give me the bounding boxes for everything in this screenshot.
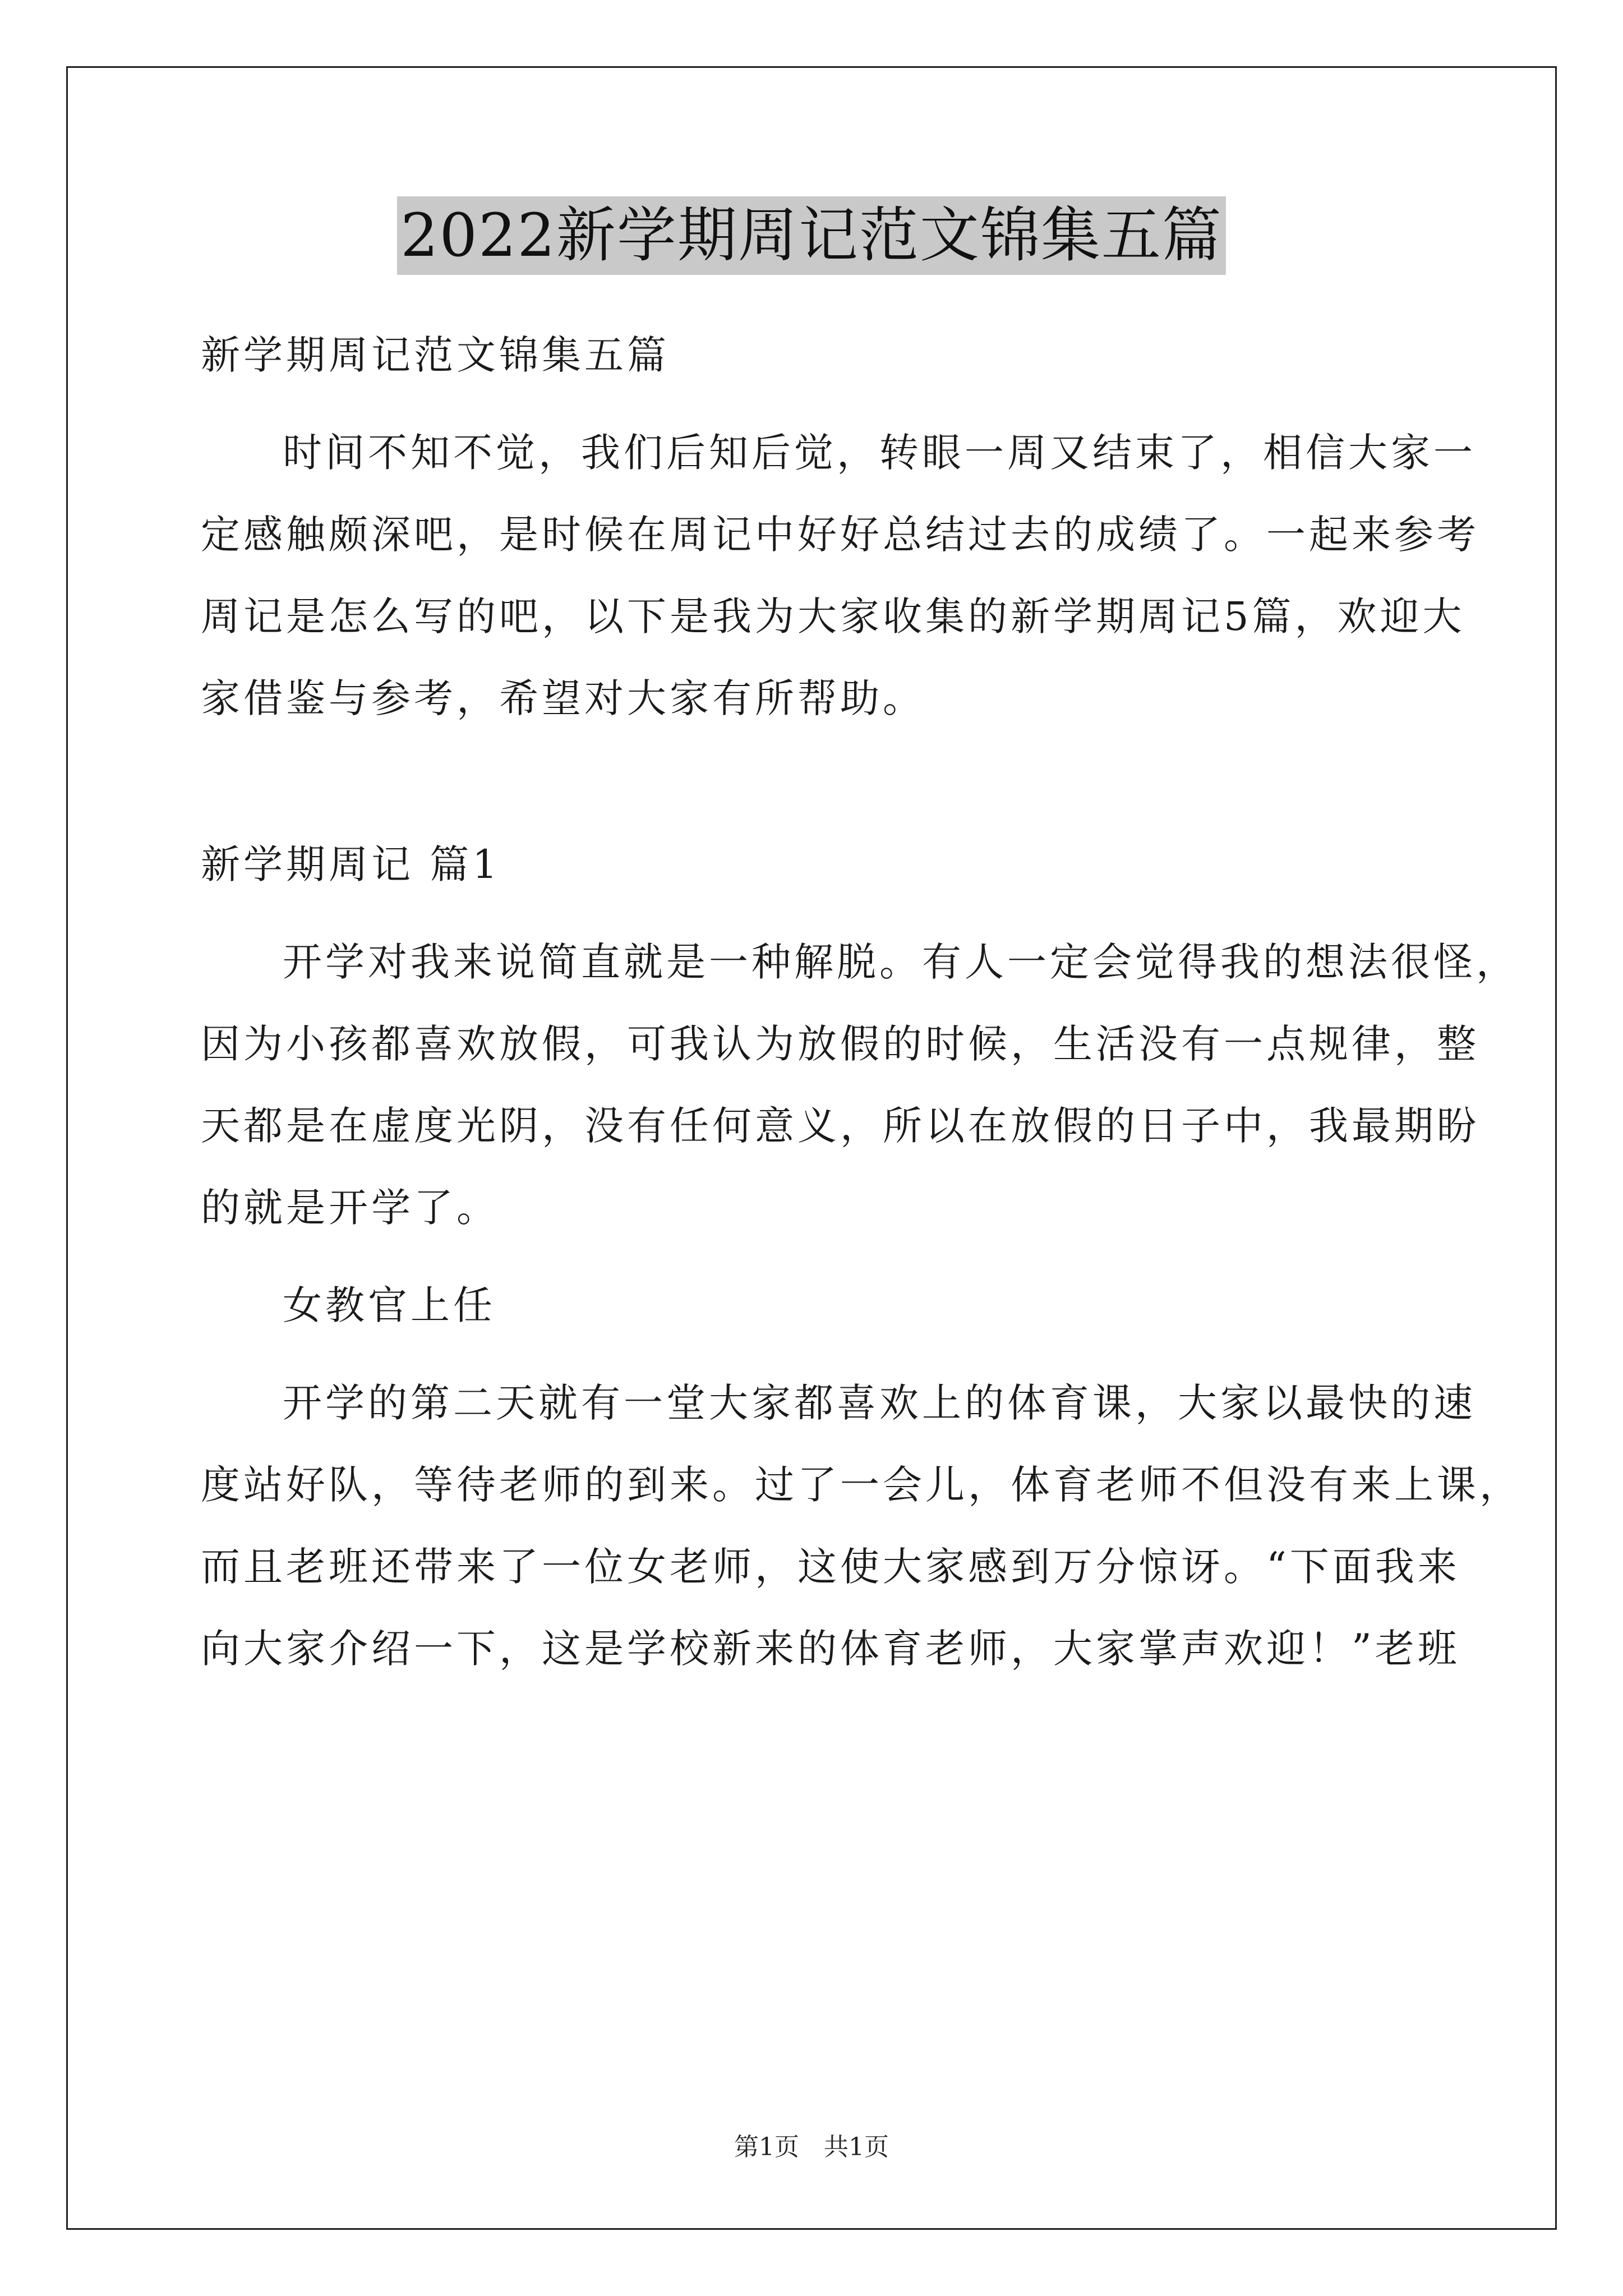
intro-line: 家借鉴与参考，希望对大家有所帮助。 xyxy=(201,675,925,721)
paragraph-line: 向大家介绍一下，这是学校新来的体育老师，大家掌声欢迎！”老班 xyxy=(201,1626,1460,1672)
page-footer: 第1页 共1页 xyxy=(734,2133,889,2161)
intro-line: 周记是怎么写的吧，以下是我为大家收集的新学期周记5篇，欢迎大 xyxy=(201,593,1465,639)
intro-line: 定感触颇深吧，是时候在周记中好好总结过去的成绩了。一起来参考 xyxy=(201,512,1479,558)
paragraph-line: 因为小孩都喜欢放假，可我认为放假的时候，生活没有一点规律，整 xyxy=(201,1021,1479,1067)
document-subtitle: 新学期周记范文锦集五篇 xyxy=(201,332,670,378)
paragraph-line: 开学对我来说简直就是一种解脱。有人一定会觉得我的想法很怪， xyxy=(283,939,1519,985)
title-container xyxy=(0,196,1623,275)
intro-paragraph xyxy=(201,412,1479,739)
document-title: 2022新学期周记范文锦集五篇 xyxy=(397,196,1226,275)
section-paragraph xyxy=(201,1362,1522,1690)
paragraph-line: 度站好队，等待老师的到来。过了一会儿，体育老师不但没有来上课， xyxy=(201,1462,1522,1508)
intro-line: 时间不知不觉，我们后知后觉，转眼一周又结束了，相信大家一 xyxy=(283,430,1476,476)
document-body xyxy=(201,314,1522,1690)
paragraph-line: 的就是开学了。 xyxy=(201,1185,499,1231)
paragraph-line: 而且老班还带来了一位女老师，这使大家感到万分惊讶。“下面我来 xyxy=(201,1544,1460,1590)
section-paragraph xyxy=(201,921,1519,1249)
paragraph-line: 天都是在虚度光阴，没有任何意义，所以在放假的日子中，我最期盼 xyxy=(201,1103,1479,1149)
section-heading: 新学期周记 篇1 xyxy=(201,841,501,887)
section-subheading: 女教官上任 xyxy=(283,1282,496,1328)
paragraph-line: 开学的第二天就有一堂大家都喜欢上的体育课，大家以最快的速 xyxy=(283,1380,1476,1426)
